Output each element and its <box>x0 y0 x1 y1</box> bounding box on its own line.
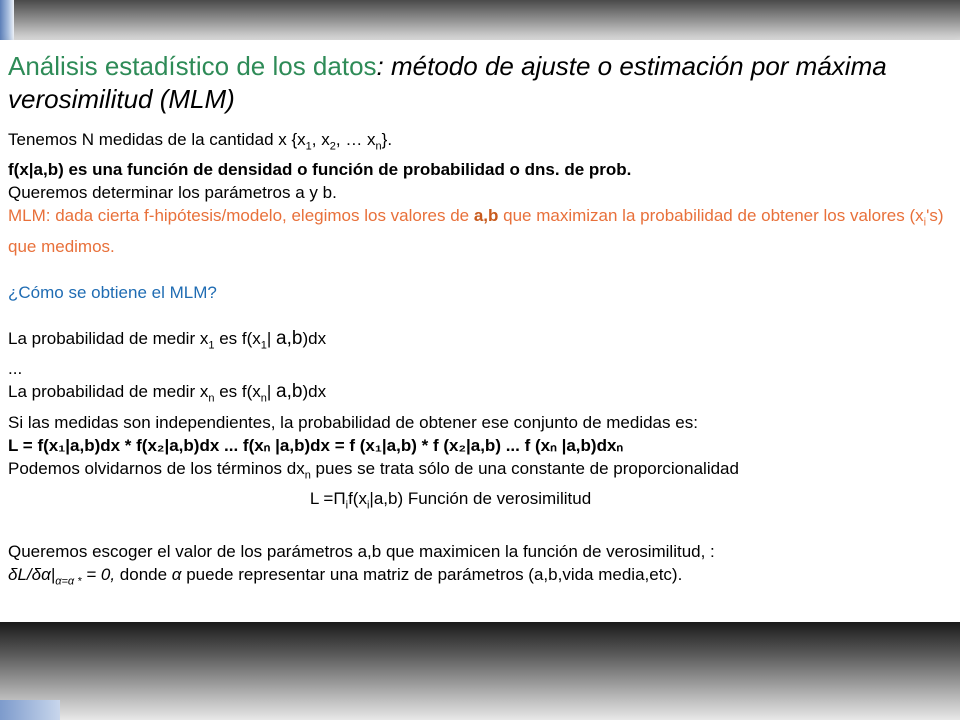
line-prob-xn: La probabilidad de medir $x_n$ es $f(x_n|$ a,b)dx <box>8 381 327 405</box>
line-determine-params: Queremos determinar los parámetros a y b. <box>8 183 337 203</box>
slide-content <box>8 50 953 594</box>
line-forget-dx: Podemos olvidarnos de los términos $dx_n$ pues se trata sólo de una constante de proporcionalidad <box>8 458 739 481</box>
bottom-decorative-strip <box>0 700 60 720</box>
line-maximize: Queremos escoger el valor de los parámetros a,b que maximicen la función de verosimilitud, : <box>8 542 715 562</box>
line-dots: ... <box>8 359 23 379</box>
line-density: f(x|a,b) es una función de densidad o función de probabilidad o dns. de prob. <box>8 160 632 180</box>
line-independent: Si las medidas son independientes, la probabilidad de obtener ese conjunto de medidas es: <box>8 412 698 432</box>
slide-title <box>8 50 953 116</box>
line-question: ¿Cómo se obtiene el MLM? <box>8 282 217 302</box>
title-subtitle: : método de ajuste o estimación por máxima verosimilitud (MLM) <box>8 51 887 114</box>
line-measurements: Tenemos N medidas de la cantidad x {$x_1$, $x_2$, … $x_n$}. <box>8 130 393 153</box>
bottom-gradient-band <box>0 622 960 720</box>
line-likelihood-product: L = f(x₁|a,b)dx * f(x₂|a,b)dx ... f(xₙ |a,b)dx = f (x₁|a,b) * f (x₂|a,b) ... f (xₙ |a,b)dxₙ <box>8 435 624 455</box>
line-likelihood-function: $L =\Pi_if(x_i|a,b)$ Función de verosimilitud <box>309 488 592 512</box>
line-prob-x1: La probabilidad de medir $x_1$ es $f(x_1|$ a,b)dx <box>8 327 327 352</box>
line-derivative-condition: $\delta L/\delta\alpha|_{\alpha=\alpha *} = 0$, donde α puede representar una matriz de parámetros (a,b,vida media,etc). <box>8 565 683 588</box>
line-mlm-definition: MLM: dada cierta f-hipótesis/modelo, elegimos los valores de a,b que maximizan la probabilidad de obtener los valores $(x_i's)$ que medimos. <box>8 206 944 256</box>
title-main: Análisis estadístico de los datos <box>8 51 377 81</box>
